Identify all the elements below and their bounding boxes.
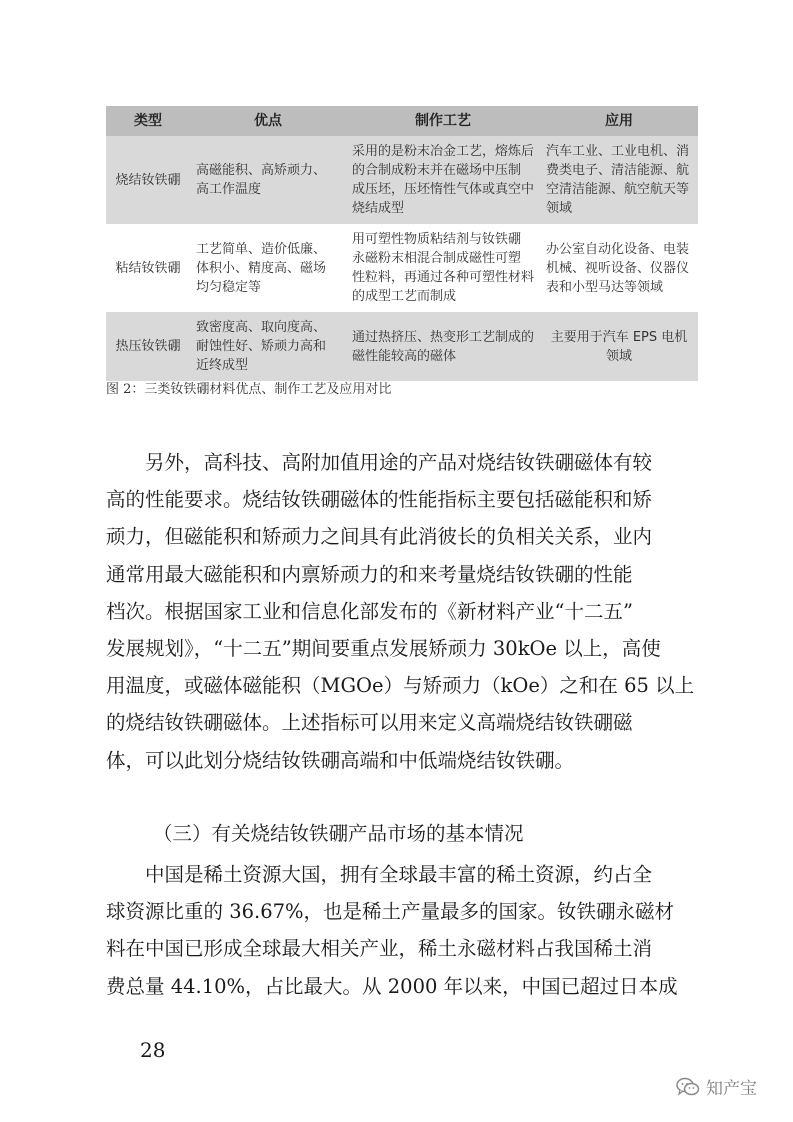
- cell-line: 的合制成粉末并在磁场中压制: [352, 163, 522, 178]
- paragraph-line: 顽力，但磁能积和矫顽力之间具有此消彼长的负相关关系，业内: [106, 525, 653, 549]
- cell-line: 烧结成型: [352, 201, 405, 216]
- cell-process: [346, 224, 540, 312]
- cell-line: 通过热挤压、热变形工艺制成的: [352, 329, 535, 345]
- cell-line: 的成型工艺而制成: [352, 289, 457, 304]
- cell-line: 体积小、精度高、磁场: [196, 260, 327, 276]
- paragraph-line: 发展规划》，“十二五”期间要重点发展矫顽力 30kOe 以上，高使: [106, 637, 661, 661]
- cell-process: [346, 312, 540, 381]
- paragraph-line: 高的性能要求。烧结钕铁硼磁体的性能指标主要包括磁能积和矫: [106, 488, 653, 512]
- cell-line: 费类电子、清洁能源、航: [546, 163, 690, 178]
- cell-line: 工艺简单、造价低廉、: [196, 241, 327, 257]
- paragraph-line: 另外，高科技、高附加值用途的产品对烧结钕铁硼磁体有较: [106, 451, 653, 474]
- header-process: 制作工艺: [346, 106, 540, 136]
- watermark: [676, 1074, 757, 1099]
- cell-line: 磁性能较高的磁体: [352, 348, 457, 364]
- cell-application: [540, 224, 698, 312]
- paragraph-line: 球资源比重的 36.67%，也是稀土产量最多的国家。钕铁硼永磁材: [106, 900, 675, 924]
- table-row: [106, 136, 698, 224]
- cell-line: 成压坯，压坯惰性气体或真空中: [352, 182, 535, 197]
- table-row: [106, 312, 698, 381]
- cell-line: 近终成型: [196, 358, 249, 373]
- paragraph-line: 通常用最大磁能积和内禀矫顽力的和来考量烧结钕铁硼的性能: [106, 562, 633, 586]
- paragraph-line: 的烧结钕铁硼磁体。上述指标可以用来定义高端烧结钕铁硼磁: [106, 711, 633, 735]
- cell-advantages: [190, 312, 346, 381]
- cell-line: 汽车工业、工业电机、消: [546, 144, 690, 159]
- cell-advantages: [190, 136, 346, 224]
- comparison-table: [106, 106, 698, 381]
- watermark-text: 知产宝: [706, 1079, 757, 1099]
- cell-line: 空清洁能源、航空航天等: [546, 182, 690, 197]
- section-heading: （三）有关烧结钕铁硼产品市场的基本情况: [153, 822, 524, 845]
- header-advantages: 优点: [190, 106, 346, 136]
- cell-line: 机械、视听设备、仪器仪: [546, 260, 690, 276]
- cell-type: 热压钕铁硼: [106, 312, 190, 381]
- figure-caption: 图 2：三类钕铁硼材料优点、制作工艺及应用对比: [106, 382, 392, 397]
- paragraph-line: 中国是稀土资源大国，拥有全球最丰富的稀土资源，约占全: [106, 863, 653, 886]
- cell-type: 粘结钕铁硼: [106, 224, 190, 312]
- cell-line: 永磁粉末相混合制成磁性可塑: [352, 251, 522, 266]
- paragraph-line: 档次。根据国家工业和信息化部发布的《新材料产业“十二五”: [106, 599, 633, 623]
- wechat-icon: [676, 1077, 700, 1097]
- cell-line: 致密度高、取向度高、: [196, 320, 327, 335]
- cell-line: 高磁能积、高矫顽力、: [196, 163, 327, 178]
- cell-line: 用可塑性物质粘结剂与钕铁硼: [352, 232, 522, 247]
- paragraph-line: 费总量 44.10%，占比最大。从 2000 年以来，中国已超过日本成: [106, 974, 678, 998]
- cell-line: 领域: [605, 348, 632, 364]
- body-paragraph: [106, 444, 700, 779]
- cell-line: 高工作温度: [196, 182, 262, 197]
- body-paragraph: [106, 856, 700, 1005]
- cell-line: 采用的是粉末冶金工艺，熔炼后: [352, 144, 535, 159]
- table-header-row: [106, 106, 698, 136]
- page-number: 28: [140, 1038, 166, 1062]
- table-row: [106, 224, 698, 312]
- cell-line: 领域: [546, 201, 573, 216]
- cell-line: 耐蚀性好、矫顽力高和: [196, 339, 327, 354]
- cell-line: 均匀稳定等: [196, 279, 262, 295]
- cell-line: 主要用于汽车 EPS 电机: [550, 329, 688, 345]
- cell-line: 表和小型马达等领域: [546, 279, 664, 295]
- cell-application: [540, 312, 698, 381]
- cell-type: 烧结钕铁硼: [106, 136, 190, 224]
- paragraph-line: 体，可以此划分烧结钕铁硼高端和中低端烧结钕铁硼。: [106, 748, 575, 772]
- cell-line: 性粒料，再通过各种可塑性材料: [352, 270, 535, 285]
- cell-advantages: [190, 224, 346, 312]
- paragraph-line: 料在中国已形成全球最大相关产业，稀土永磁材料占我国稀土消: [106, 937, 653, 961]
- cell-line: 办公室自动化设备、电装: [546, 241, 690, 257]
- cell-application: [540, 136, 698, 224]
- header-type: 类型: [106, 106, 190, 136]
- cell-process: [346, 136, 540, 224]
- header-application: 应用: [540, 106, 698, 136]
- paragraph-line: 用温度，或磁体磁能积（MGOe）与矫顽力（kOe）之和在 65 以上: [106, 674, 695, 698]
